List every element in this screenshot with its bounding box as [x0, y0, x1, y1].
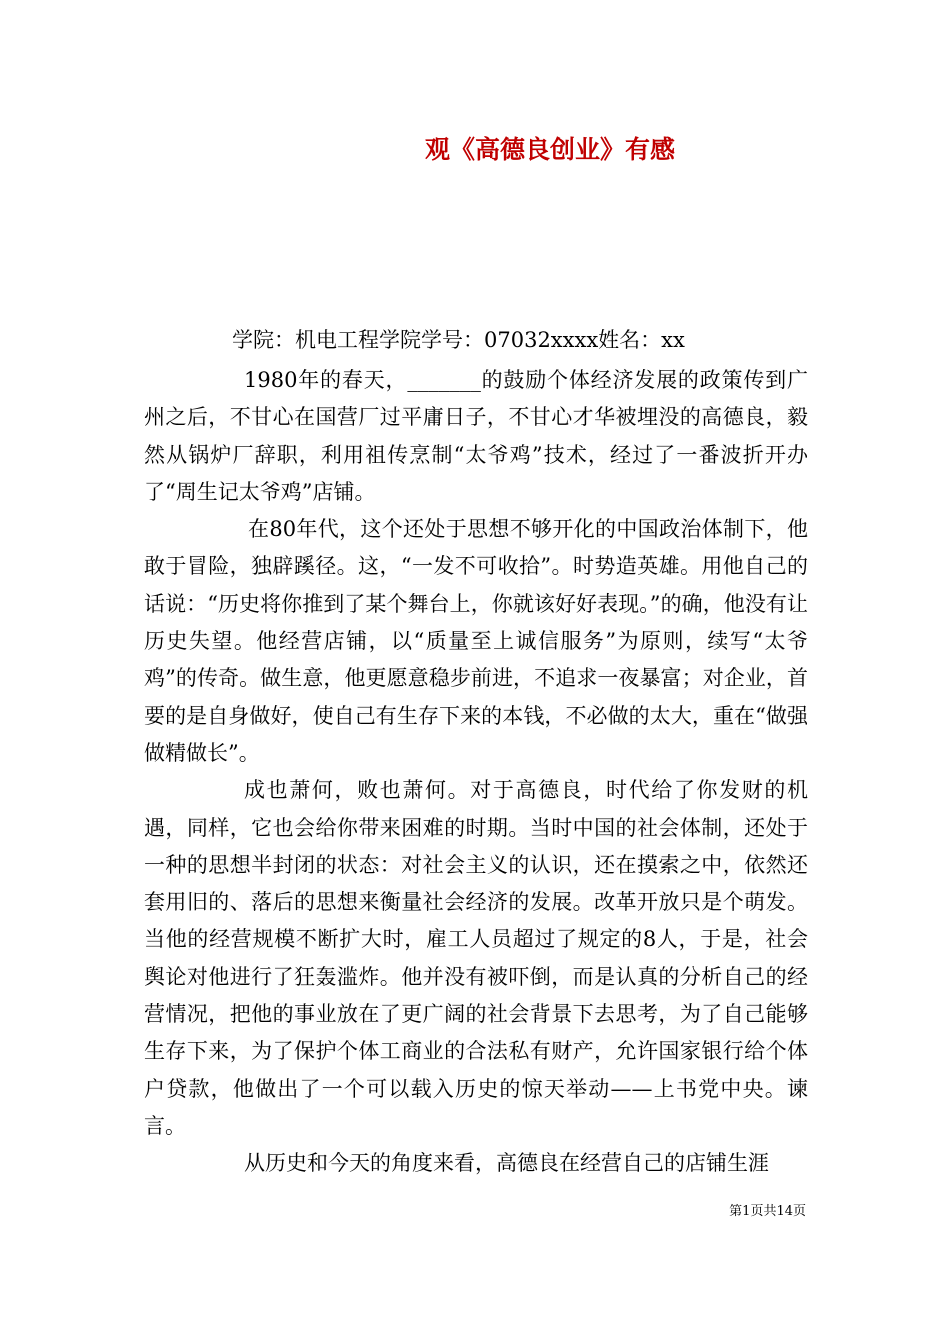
paragraph-4: 从历史和今天的角度来看，高德良在经营自己的店铺生涯	[244, 1151, 769, 1176]
document-title: 观《高德良创业》有感	[424, 135, 675, 164]
paragraph-2: 在80年代，这个还处于思想不够开化的中国政治体制下，他敢于冒险，独辟蹊径。这，“一发不可收拾”。时势造英雄。用他自己的话说：“历史将你推到了某个舞台上，你就该好好表现。”的确，他没有让历史失望。他经营店铺，以“质量至上诚信服务”为原则，续写“太爷鸡”的传奇。做生意，他更愿意稳步前进，不追求一夜暴富；对企业，首要的是自身做好，使自己有生存下来的本钱，不必做的太大，重在“做强做精做长”。	[144, 517, 808, 765]
student-info-line: 学院：机电工程学院学号：07032xxxx姓名：xx	[232, 328, 685, 352]
document-body	[144, 362, 808, 1183]
page-number-footer: 第1页共14页	[729, 1204, 806, 1219]
paragraph-3: 成也萧何，败也萧何。对于高德良，时代给了你发财的机遇，同样，它也会给你带来困难的时期。当时中国的社会体制，还处于一种的思想半封闭的状态：对社会主义的认识，还在摸索之中，依然还套用旧的、落后的思想来衡量社会经济的发展。改革开放只是个萌发。当他的经营规模不断扩大时，雇工人员超过了规定的8人，于是，社会舆论对他进行了狂轰滥炸。他并没有被吓倒，而是认真的分析自己的经营情况，把他的事业放在了更广阔的社会背景下去思考，为了自己能够生存下来，为了保护个体工商业的合法私有财产，允许国家银行给个体户贷款，他做出了一个可以载入历史的惊天举动——上书党中央。谏言。	[144, 778, 808, 1138]
paragraph-1: 1980年的春天，_______的鼓励个体经济发展的政策传到广州之后，不甘心在国营厂过平庸日子，不甘心才华被埋没的高德良，毅然从锅炉厂辞职，利用祖传烹制“太爷鸡”技术，经过了一番波折开办了“周生记太爷鸡”店铺。	[144, 368, 808, 504]
